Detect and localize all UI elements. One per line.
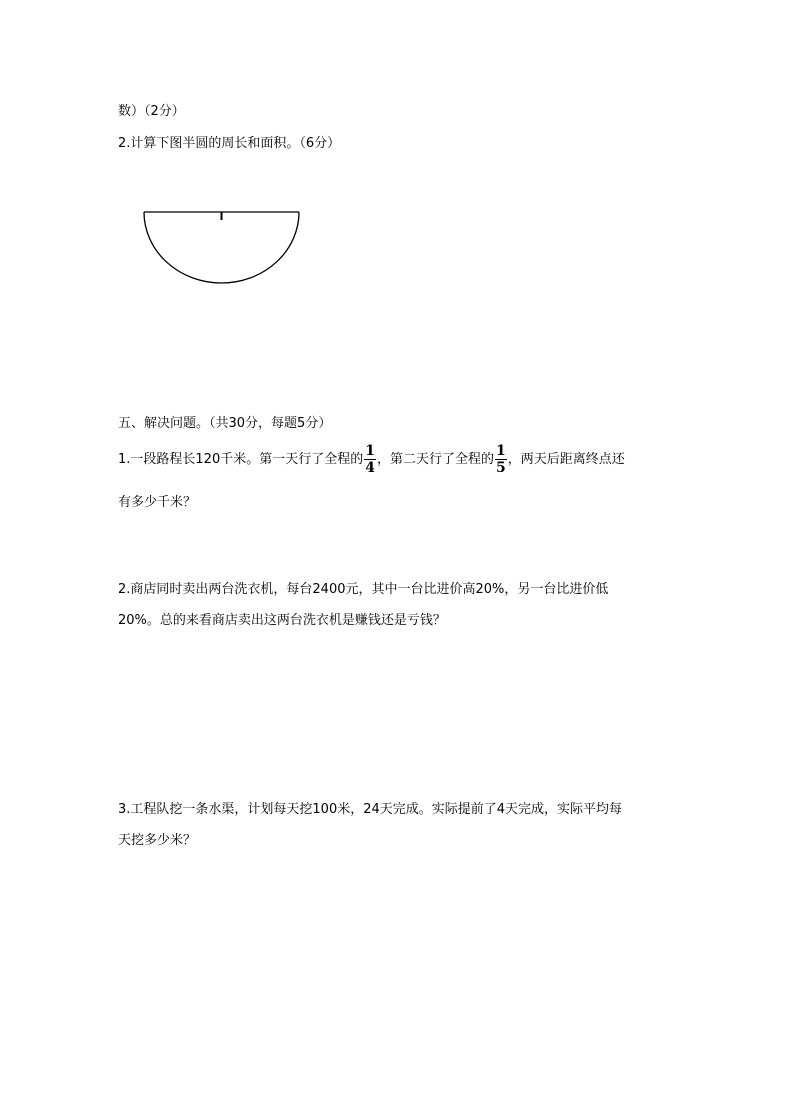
- fraction-one-quarter: [364, 444, 376, 475]
- problem-3-line-2: 天挖多少米？: [118, 833, 197, 848]
- fraction-denominator: 4: [365, 460, 375, 476]
- problem-2-line-2: 20%。总的来看商店卖出这两台洗衣机是赚钱还是亏钱？: [118, 613, 446, 628]
- problem-3-line-1: 3.工程队挖一条水渠，计划每天挖100米，24天完成。实际提前了4天完成，实际平均每: [118, 802, 623, 817]
- problem-1-line-2: 有多少千米？: [118, 495, 197, 510]
- problem-1-text-a: 1.一段路程长120千米。第一天行了全程的: [118, 452, 364, 467]
- fraction-one-fifth: [495, 444, 507, 475]
- semicircle-figure: [140, 206, 304, 290]
- fraction-denominator: 5: [495, 460, 506, 476]
- fraction-numerator: 1: [365, 443, 375, 459]
- problem-1-text-c: ，两天后距离终点还: [507, 452, 625, 467]
- problem-1-text-b: ，第二天行了全程的: [376, 452, 494, 467]
- fraction-numerator: 1: [495, 443, 506, 459]
- semicircle-arc: [144, 212, 299, 283]
- problem-2-line-1: 2.商店同时卖出两台洗衣机，每台2400元，其中一台比进价高20%，另一台比进价低: [118, 582, 609, 597]
- continued-fragment: 数）（2分）: [118, 104, 185, 119]
- section-heading: 五、解决问题。（共30分，每题5分）: [118, 416, 332, 431]
- question-semicircle: 2.计算下图半圆的周长和面积。（6分）: [118, 136, 341, 151]
- problem-1-line-1: [118, 440, 625, 480]
